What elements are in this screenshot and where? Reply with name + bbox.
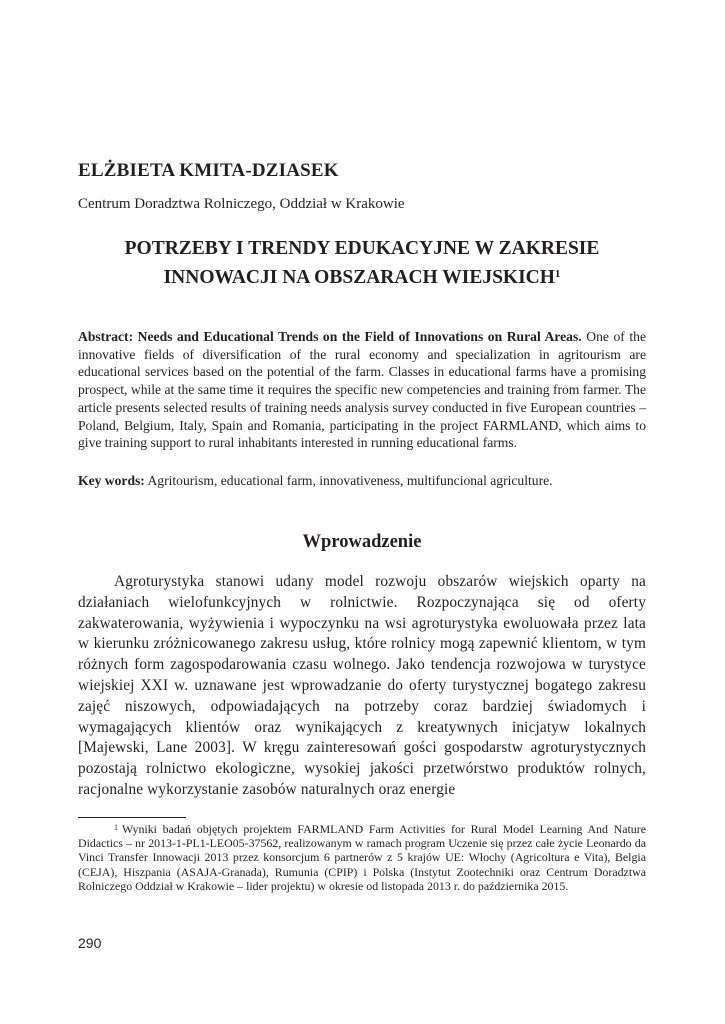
title-footnote-ref: 1: [554, 268, 561, 280]
keywords-label: Key words:: [78, 473, 145, 488]
keywords: [78, 472, 646, 490]
abstract-text: One of the innovative fields of diversification of the rural economy and specialization in agritourism are educational services based on the potential of the farm. Classes in educational farms have a promising prospect, while at the same time it requires the specific new competencies and training from farmer. The article presents selected results of training needs analysis survey conducted in five European countries – Poland, Belgium, Italy, Spain and Romania, participating in the project FARMLAND, which aims to give training support to rural inhabitants interested in running educational farms.: [78, 329, 646, 451]
body-paragraph: Agroturystyka stanowi udany model rozwoju obszarów wiejskich oparty na działaniach wielofunkcyjnych w rolnictwie. Rozpoczynająca się od oferty zakwaterowania, wyżywienia i wypoczynku na wsi agroturystyka ewoluowała przez lata w kierunku zróżnicowanego zakresu usług, które rolnicy mogą zapewnić klientom, w tym różnych form zagospodarowania czasu wolnego. Jako tendencja rozwojowa w turystyce wiejskiej XXI w. uznawane jest wprowadzanie do oferty turystycznej bogatego zakresu zajęć niszowych, odpowiadających na potrzeby coraz bardziej świadomych i wymagających klientów oraz wynikających z kreatywnych inicjatyw lokalnych [Majewski, Lane 2003]. W kręgu zainteresowań gości gospodarstw agroturystycznych pozostają rolnictwo ekologiczne, wysokiej jakości przetwórstwo produktów rolnych, racjonalne wykorzystanie zasobów naturalnych oraz energie: [78, 573, 646, 798]
footnote-marker: 1: [114, 823, 118, 832]
keywords-text: Agritourism, educational farm, innovativeness, multifuncional agriculture.: [147, 473, 553, 488]
footnote-divider: [78, 817, 186, 818]
title-line-2: INNOWACJI NA OBSZARACH WIEJSKICH: [163, 267, 555, 288]
footnote: [78, 822, 646, 893]
abstract: [78, 328, 646, 452]
footnote-text: Wyniki badań objętych projektem FARMLAND Farm Activities for Rural Model Learning And Nature Didactics – nr 2013-1-PL1-LEO05-37562, realizowanym w ramach program Uczenie się przez całe życie Leonardo da Vinci Transfer Innowacji 2013 przez konsorcjum 6 partnerów z 5 krajów UE: Włochy (Agricoltura e Vita), Belgia (CEJA), Hiszpania (ASAJA-Granada), Rumunia (CPIP) i Polska (Instytut Zootechniki oraz Centrum Doradztwa Rolniczego Oddział w Krakowie – lider projektu) w okresie od listopada 2013 r. do października 2015.: [78, 822, 646, 893]
article-title: [78, 234, 646, 292]
abstract-label: Abstract: Needs and Educational Trends on the Field of Innovations on Rural Areas.: [78, 329, 582, 344]
page-number: 290: [78, 935, 102, 951]
author-name: ELŻBIETA KMITA-DZIASEK: [78, 160, 339, 181]
title-line-1: POTRZEBY I TRENDY EDUKACYJNE W ZAKRESIE: [124, 238, 600, 259]
author-affiliation: Centrum Doradztwa Rolniczego, Oddział w Krakowie: [78, 196, 405, 212]
section-heading: Wprowadzenie: [302, 532, 422, 552]
